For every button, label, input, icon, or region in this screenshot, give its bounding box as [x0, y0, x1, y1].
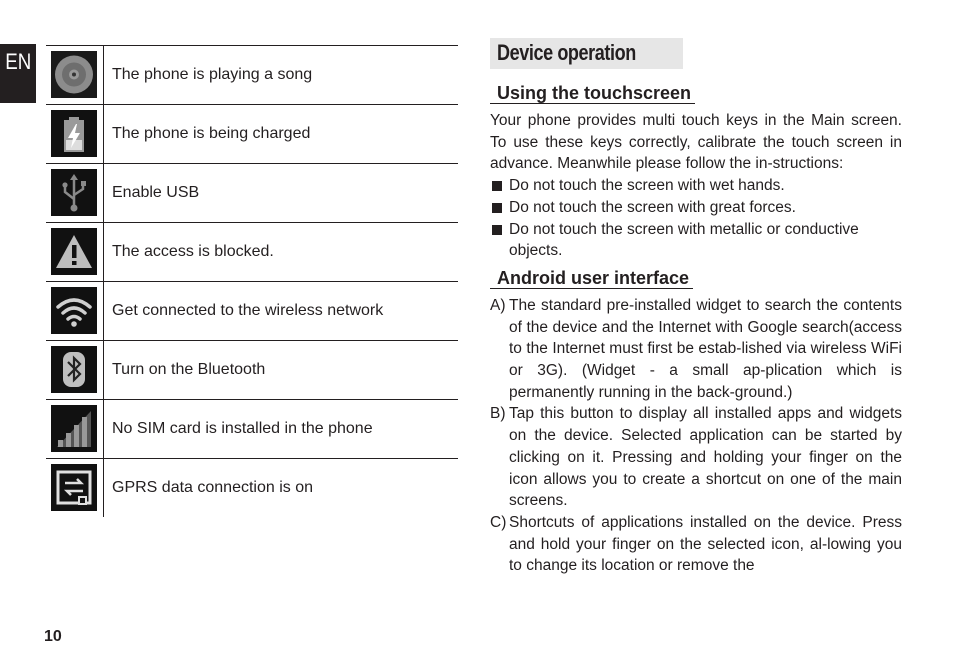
bullet-square-icon [492, 203, 502, 213]
android-ui-items [490, 295, 902, 577]
language-tab: EN [0, 44, 36, 103]
icon-description: The access is blocked. [112, 243, 274, 260]
table-row [46, 281, 458, 340]
subheading-touchscreen: Using the touchscreen [490, 83, 695, 104]
subheading-android-ui: Android user interface [490, 268, 693, 289]
list-item: Do not touch the screen with wet hands. [490, 175, 902, 197]
touchscreen-bullets [490, 175, 902, 262]
icon-description: No SIM card is installed in the phone [112, 420, 373, 437]
list-item: C) Shortcuts of applications installed on the device. Press and hold your finger on the selected icon, al-lowing you to change its location or remove the [490, 513, 902, 575]
table-row [46, 163, 458, 222]
no-sim-signal-icon [51, 405, 97, 452]
device-operation-section [490, 38, 902, 577]
bullet-square-icon [492, 181, 502, 191]
list-item: B) Tap this button to display all installed apps and widgets on the device. Selected application can be started by clicking on it. Pressing and holding your finger on the icon allows you to create a shortcut on one of the main screens. [490, 405, 902, 510]
table-row [46, 340, 458, 399]
page-number: 10 [44, 628, 62, 645]
list-item: Do not touch the screen with metallic or conductive objects. [490, 219, 902, 262]
table-row [46, 45, 458, 104]
list-item: Do not touch the screen with great forces. [490, 197, 902, 219]
table-row [46, 222, 458, 281]
usb-icon [51, 169, 97, 216]
warning-icon [51, 228, 97, 275]
wifi-icon [51, 287, 97, 334]
bullet-square-icon [492, 225, 502, 235]
icon-description: GPRS data connection is on [112, 479, 314, 496]
status-icon-table [46, 45, 458, 517]
table-row [46, 399, 458, 458]
music-disc-icon [51, 51, 97, 98]
section-title: Device operation [490, 38, 683, 69]
battery-charging-icon [51, 110, 97, 157]
gprs-data-icon [51, 464, 97, 511]
icon-description: Turn on the Bluetooth [112, 361, 266, 378]
touchscreen-paragraph: Your phone provides multi touch keys in the Main screen. To use these keys correctly, calibrate the touch screen in advance. Meanwhile please follow the in-structions: [490, 112, 902, 173]
table-row [46, 458, 458, 517]
icon-description: The phone is playing a song [112, 66, 313, 83]
icon-description: Enable USB [112, 184, 200, 201]
icon-description: Get connected to the wireless network [112, 302, 384, 319]
list-item: A) The standard pre-installed widget to search the contents of the device and the Internet with Google search(access to the Internet must first be estab-lished via wireless WiFi or 3G). (Widget - a small ap-plication which is permanently running in the back-ground.) [490, 296, 902, 401]
bluetooth-icon [51, 346, 97, 393]
table-row [46, 104, 458, 163]
icon-description: The phone is being charged [112, 125, 311, 142]
